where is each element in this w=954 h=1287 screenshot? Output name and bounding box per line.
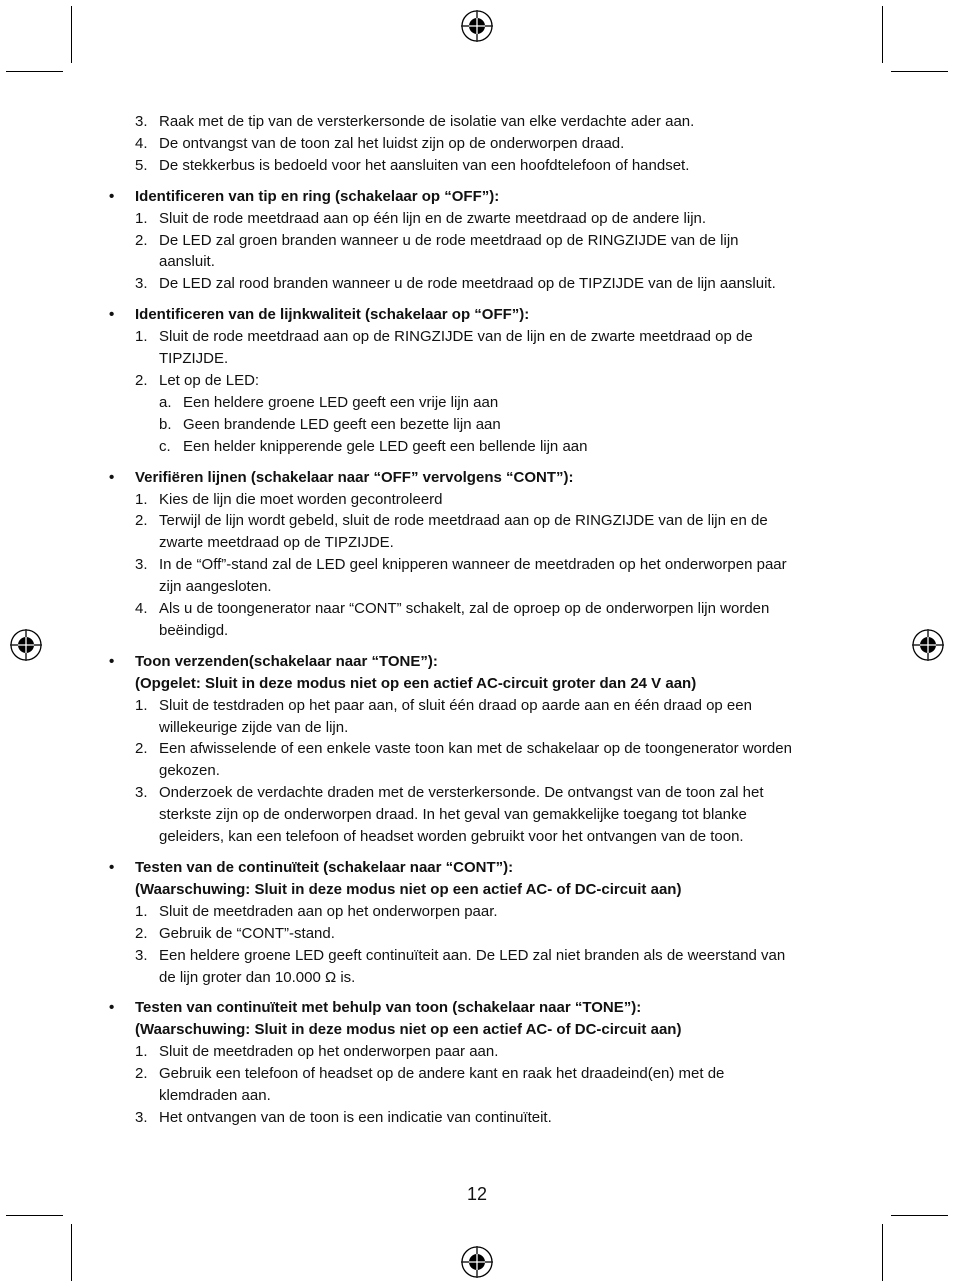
bullet: •: [109, 468, 115, 486]
list-item-number: 5.: [135, 156, 148, 174]
bullet: •: [109, 306, 115, 324]
list-item-line: [0, 370, 954, 392]
list-item-number: 2.: [135, 1065, 148, 1083]
list-item-line: [0, 326, 954, 348]
list-item-text: Let op de LED:: [159, 371, 260, 389]
list-item-text: Sluit de rode meetdraad aan op de RINGZIJDE van de lijn en de zwarte meetdraad op de: [159, 328, 753, 346]
list-item-line: [0, 273, 954, 295]
registration-mark-icon: [460, 9, 494, 43]
sub-item-text: Geen brandende LED geeft een bezette lijn aan: [183, 415, 501, 433]
section: [0, 997, 954, 1128]
list-item-text: De ontvangst van de toon zal het luidst zijn op de onderworpen draad.: [159, 134, 625, 152]
section-heading: [0, 857, 954, 879]
list-item-line: [0, 532, 954, 554]
list-item-number: 2.: [135, 231, 148, 249]
crop-mark: [882, 6, 883, 63]
crop-mark: [6, 71, 63, 72]
list-item-number: 2.: [135, 512, 148, 530]
list-item-number: 3.: [135, 1108, 148, 1126]
list-item-line: [0, 1041, 954, 1063]
list-item-text: Onderzoek de verdachte draden met de versterkersonde. De ontvangst van de toon zal het: [159, 784, 764, 802]
list-item-line: [0, 760, 954, 782]
list-item-line: [0, 923, 954, 945]
bullet: •: [109, 652, 115, 670]
list-item-number: 3.: [135, 946, 148, 964]
list-item-line: [0, 782, 954, 804]
document-body: [0, 111, 954, 1138]
list-item-text: Een heldere groene LED geeft continuïteit aan. De LED zal niet branden als de weerstand van: [159, 946, 786, 964]
section-title: Verifiëren lijnen (schakelaar naar “OFF” vervolgens “CONT”):: [135, 468, 574, 486]
section-heading: [0, 997, 954, 1019]
list-item-text: klemdraden aan.: [159, 1087, 271, 1105]
list-item-text: willekeurige zijde van de lijn.: [159, 718, 349, 736]
list-item-text: aansluit.: [159, 253, 215, 271]
list-item-text: De LED zal groen branden wanneer u de rode meetdraad op de RINGZIJDE van de lijn: [159, 231, 739, 249]
bullet: •: [109, 187, 115, 205]
crop-mark: [882, 1224, 883, 1281]
list-item-text: Gebruik de “CONT”-stand.: [159, 924, 335, 942]
list-item-text: Sluit de meetdraden op het onderworpen paar aan.: [159, 1043, 499, 1061]
section-warning: (Waarschuwing: Sluit in deze modus niet op een actief AC- of DC-circuit aan): [135, 1021, 682, 1039]
list-item-text: Het ontvangen van de toon is een indicatie van continuïteit.: [159, 1108, 552, 1126]
list-item-text: Als u de toongenerator naar “CONT” schakelt, zal de oproep op de onderworpen lijn worden: [159, 600, 770, 618]
list-item-text: zwarte meetdraad op de TIPZIJDE.: [159, 534, 394, 552]
registration-mark-icon: [460, 1245, 494, 1279]
list-item-number: 1.: [135, 696, 148, 714]
list-item-number: 1.: [135, 902, 148, 920]
list-item-text: de lijn groter dan 10.000 Ω is.: [159, 968, 356, 986]
list-item-text: Terwijl de lijn wordt gebeld, sluit de rode meetdraad aan op de RINGZIJDE van de lijn en de: [159, 512, 768, 530]
list-item-line: [0, 804, 954, 826]
section-title: Testen van continuïteit met behulp van toon (schakelaar naar “TONE”):: [135, 999, 642, 1017]
list-item-number: 3.: [135, 113, 148, 130]
section-heading: [0, 651, 954, 673]
crop-mark: [71, 1224, 72, 1281]
list-item-text: In de “Off”-stand zal de LED geel knipperen wanneer de meetdraden op het onderworpen paar: [159, 556, 787, 574]
list-item-line: [0, 945, 954, 967]
sub-item-letter: c.: [159, 437, 171, 455]
list-item-text: Kies de lijn die moet worden gecontroleerd: [159, 490, 443, 508]
list-item-line: [0, 489, 954, 511]
bullet: •: [109, 859, 115, 876]
list-item-line: [0, 1063, 954, 1085]
list-item-line: [0, 901, 954, 923]
list-item-text: geleiders, kan een telefoon of headset worden gebruikt voor het ontvangen van de toon.: [159, 828, 744, 846]
list-item-line: [0, 510, 954, 532]
list-item-line: [0, 598, 954, 620]
section-warning: (Opgelet: Sluit in deze modus niet op een actief AC-circuit groter dan 24 V aan): [135, 674, 697, 692]
list-item-line: [0, 348, 954, 370]
list-item-number: 1.: [135, 328, 148, 346]
list-item-text: De stekkerbus is bedoeld voor het aansluiten van een hoofdtelefoon of handset.: [159, 156, 690, 174]
section-title: Testen van de continuïteit (schakelaar naar “CONT”):: [135, 859, 514, 876]
section-heading: [0, 304, 954, 326]
list-item-text: Gebruik een telefoon of headset op de andere kant en raak het draadeind(en) met de: [159, 1065, 725, 1083]
list-item-number: 3.: [135, 784, 148, 802]
sub-item: [0, 436, 954, 458]
sub-item-letter: a.: [159, 393, 172, 411]
crop-mark: [891, 71, 948, 72]
page-number: 12: [466, 1184, 488, 1204]
list-item-line: [0, 1107, 954, 1129]
section-title: Toon verzenden(schakelaar naar “TONE”):: [135, 652, 438, 670]
section: [0, 651, 954, 848]
section: [0, 467, 954, 642]
section-title: Identificeren van tip en ring (schakelaar op “OFF”):: [135, 187, 500, 205]
list-item-number: 3.: [135, 556, 148, 574]
section-heading: [0, 467, 954, 489]
list-item-number: 3.: [135, 275, 148, 293]
sub-item: [0, 392, 954, 414]
list-item-line: [0, 251, 954, 273]
list-item-text: Sluit de rode meetdraad aan op één lijn en de zwarte meetdraad op de andere lijn.: [159, 209, 707, 227]
list-item-number: 2.: [135, 740, 148, 758]
list-item-line: [0, 155, 954, 177]
list-item-number: 2.: [135, 924, 148, 942]
list-item-line: [0, 738, 954, 760]
sub-item-text: Een heldere groene LED geeft een vrije lijn aan: [183, 393, 499, 411]
crop-mark: [71, 6, 72, 63]
list-item-number: 4.: [135, 600, 148, 618]
section: [0, 857, 954, 988]
list-item-text: Een afwisselende of een enkele vaste toon kan met de schakelaar op de toongenerator worden: [159, 740, 792, 758]
list-item-line: [0, 111, 954, 133]
list-item-line: [0, 826, 954, 848]
section-title: Identificeren van de lijnkwaliteit (schakelaar op “OFF”):: [135, 306, 530, 324]
list-item-line: [0, 208, 954, 230]
list-item-text: zijn aangesloten.: [159, 578, 272, 596]
list-item-number: 4.: [135, 134, 148, 152]
section: [0, 186, 954, 296]
sub-item-text: Een helder knipperende gele LED geeft een bellende lijn aan: [183, 437, 588, 455]
list-item-text: TIPZIJDE.: [159, 350, 229, 368]
list-item-line: [0, 620, 954, 642]
sub-item: [0, 414, 954, 436]
section-warning: (Waarschuwing: Sluit in deze modus niet op een actief AC- of DC-circuit aan): [135, 880, 682, 898]
section-heading: [0, 186, 954, 208]
section: [0, 111, 954, 177]
list-item-line: [0, 717, 954, 739]
list-item-text: sterkste zijn op de onderworpen draad. In het geval van gemakkelijke toegang tot blanke: [159, 806, 747, 824]
list-item-number: 1.: [135, 490, 148, 508]
list-item-text: Raak met de tip van de versterkersonde de isolatie van elke verdachte ader aan.: [159, 113, 695, 130]
list-item-line: [0, 554, 954, 576]
sub-item-letter: b.: [159, 415, 172, 433]
section: [0, 304, 954, 457]
list-item-text: De LED zal rood branden wanneer u de rode meetdraad op de TIPZIJDE van de lijn aansluit.: [159, 275, 776, 293]
list-item-text: Sluit de testdraden op het paar aan, of sluit één draad op aarde aan en één draad op een: [159, 696, 752, 714]
crop-mark: [891, 1215, 948, 1216]
list-item-line: [0, 230, 954, 252]
list-item-line: [0, 576, 954, 598]
list-item-line: [0, 695, 954, 717]
list-item-text: Sluit de meetdraden aan op het onderworpen paar.: [159, 902, 498, 920]
list-item-line: [0, 967, 954, 989]
list-item-line: [0, 1085, 954, 1107]
list-item-number: 1.: [135, 1043, 148, 1061]
list-item-line: [0, 133, 954, 155]
bullet: •: [109, 999, 115, 1017]
list-item-number: 2.: [135, 371, 148, 389]
crop-mark: [6, 1215, 63, 1216]
list-item-text: gekozen.: [159, 762, 220, 780]
list-item-number: 1.: [135, 209, 148, 227]
list-item-text: beëindigd.: [159, 621, 229, 639]
